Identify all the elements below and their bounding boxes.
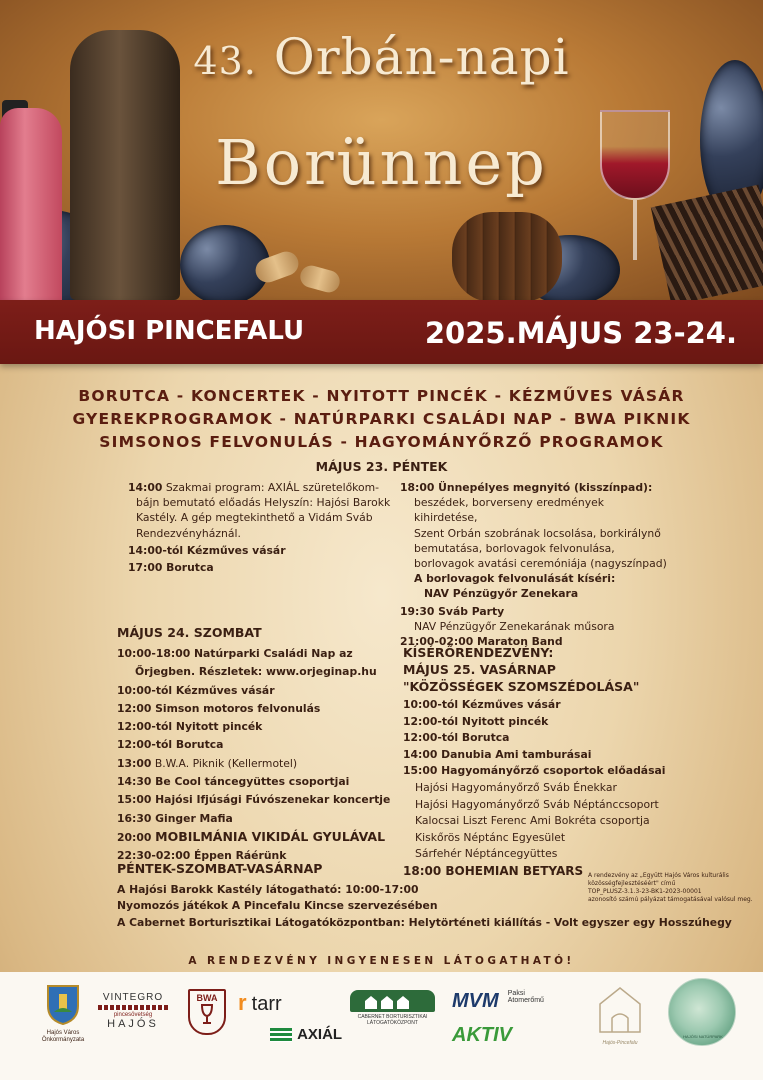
funding-note: A rendezvény az „Együtt Hajós Város kulturális közösségfejlesztéséért" című TOP_PLUSZ-3.1.3-23-BK1-2023-00001 azonosító számú pályázat támogatásával valósul meg. [588,872,753,903]
schedule-item: 15:00 Hagyományőrző csoportok előadásai [403,764,666,778]
free-entry-note: A RENDEZVÉNY INGYENESEN LÁTOGATHATÓ! [188,955,575,967]
schedule-item: beszédek, borverseny eredmények kihirdetése, [414,496,604,525]
program-line: BORUTCA - KONCERTEK - NYITOTT PINCÉK - KÉZMŰVES VÁSÁR [78,387,685,405]
wine-glass-stem [633,200,637,260]
program-line: GYEREKPROGRAMOK - NATÚRPARKI CSALÁDI NAP - BWA PIKNIK [72,410,691,428]
schedule-item: 17:00 Borutca [128,561,214,575]
schedule-item: Kalocsai Liszt Ferenc Ami Bokréta csoportja [415,814,650,828]
schedule-item: Rendezvényháznál. [136,526,241,540]
day2-heading: MÁJUS 24. SZOMBAT [117,625,262,640]
side-event-heading-2: MÁJUS 25. VASÁRNAP [403,662,556,677]
schedule-item: A borlovagok felvonulását kíséri: [414,572,616,586]
schedule-item: Szent Orbán szobrának locsolása, borkirálynő [414,526,661,540]
day1-right-list [400,480,670,649]
schedule-item: Kastély. A gép megtekinthető a Vidám Sváb [136,511,373,525]
schedule-item: borlovagok avatási ceremóniája (nagyszínpad) [414,557,667,571]
cork-image [298,263,342,295]
schedule-item: 10:00-tól Kézműves vásár [117,683,275,697]
sponsor-footer [0,972,763,1080]
cabernet-logo: CABERNET BORTURISZTIKAI LÁTOGATÓKÖZPONT [350,990,435,1026]
title-line-1 [0,28,763,86]
pincefalu-logo: Hajós-Pincefalu [592,984,648,1046]
schedule-item: 14:00-tól Kézműves vásár [128,543,286,557]
location-date-band [0,300,763,364]
side-event-heading-3: "KÖZÖSSÉGEK SZOMSZÉDOLÁSA" [403,679,640,694]
program-highlights [0,385,763,454]
schedule-item: Hajósi Hagyományőrző Sváb Néptánccsoport [415,797,659,811]
schedule-item: bájn bemutató előadás Helyszín: Hajósi Barokk [136,496,391,510]
schedule-item: NAV Pénzügyőr Zenekara [424,587,579,601]
schedule-item: 21:00-02:00 Maraton Band [400,635,563,649]
schedule-item: 12:00-tól Borutca [403,731,510,745]
schedule-item: NAV Pénzügyőr Zenekarának műsora [414,619,615,633]
houses-icon [363,993,423,1011]
vintegro-logo: VINTEGRO pincesövetség HAJÓS [98,992,168,1030]
weekend-line: A Cabernet Borturisztikai Látogatóközpontban: Helytörténeti kiállítás - Volt egyszer egy Hosszúhegy [117,916,732,929]
tarr-logo: r tarr [238,990,282,1015]
naturpark-logo: HAJÓSI NATÚRPARK [668,978,736,1046]
schedule-item: 19:30 Sváb Party [400,604,505,618]
schedule-item: 14:30 Be Cool táncegyüttes csoportjai [117,775,350,789]
schedule-item: 16:30 Ginger Mafia [117,811,233,825]
schedule-item: 13:00 B.W.A. Piknik (Kellermotel) [117,756,298,770]
weekend-list [117,882,587,913]
day1-left-list [128,480,398,575]
day1-heading: MÁJUS 23. PÉNTEK [315,459,448,474]
schedule-item: bemutatása, borlovagok felvonulása, [414,541,615,555]
header-illustration [0,0,763,300]
coat-of-arms-icon [46,982,80,1026]
schedule-item: 10:00-tól Kézműves vásár [403,698,561,711]
hajos-city-logo: Hajós Város Önkormányzata [38,982,88,1044]
schedule-item: 18:00 BOHEMIAN BETYARS [403,863,584,878]
program-line: SIMSONOS FELVONULÁS - HAGYOMÁNYŐRZŐ PROGRAMOK [99,433,664,451]
mvm-logo: MVM Paksi Atomerőmű [452,990,544,1012]
cellar-house-icon [596,984,644,1036]
schedule-item: Kiskőrös Néptánc Egyesület [415,830,566,844]
schedule-item: 12:00 Simson motoros felvonulás [117,701,321,715]
aktiv-logo: AKTIV [452,1024,512,1046]
weekend-line: A Hajósi Barokk Kastély látogatható: 10:00-17:00 [117,883,419,896]
schedule-item: 18:00 Ünnepélyes megnyitó (kisszínpad): [400,481,653,494]
weekend-line: Nyomozós játékok A Pincefalu Kincse szervezésében [117,898,438,912]
title-line-2: Borünnep [215,126,548,199]
location-label: HAJÓSI PINCEFALU [34,316,305,346]
schedule-item: 10:00-18:00 Natúrparki Családi Nap az [117,647,353,660]
grapes-image [180,225,270,300]
barrel-image [452,212,562,300]
schedule-item: 20:00 MOBILMÁNIA VIKIDÁL GYULÁVAL [117,828,386,844]
schedule-item: 12:00-tól Nyitott pincék [117,720,263,734]
bwa-logo: BWA [188,989,226,1035]
weekend-heading: PÉNTEK-SZOMBAT-VASÁRNAP [117,861,323,876]
side-event-list [403,697,703,880]
schedule-item: 22:30-02:00 Éppen Ráérünk [117,849,287,863]
day2-list [117,645,397,866]
wine-glass-icon [196,1003,218,1025]
schedule-item: 12:00-tól Nyitott pincék [403,714,549,728]
title-text-1: Orbán-napi [273,28,570,86]
schedule-item: Sárfehér Néptáncegyüttes [415,847,558,861]
schedule-item: Hajósi Hagyományőrző Sváb Énekkar [415,780,617,794]
schedule-item: 14:00 Danubia Ami tamburásai [403,747,592,761]
schedule-item: 14:00 Szakmai program: AXIÁL szüretelőkom- [128,481,380,494]
side-event-heading-1: KÍSÉRŐRENDEZVÉNY: [403,645,554,660]
accordion-image [651,185,763,300]
title-number: 43. [193,39,257,83]
axial-logo: AXIÁL [270,1024,342,1043]
side-event-heading [403,644,639,695]
schedule-item: 15:00 Hajósi Ifjúsági Fúvószenekar koncertje [117,793,391,807]
date-label: 2025.MÁJUS 23-24. [424,316,737,350]
schedule-item: Őrjegben. Részletek: www.orjeginap.hu [135,665,377,679]
schedule-item: 12:00-tól Borutca [117,738,224,752]
